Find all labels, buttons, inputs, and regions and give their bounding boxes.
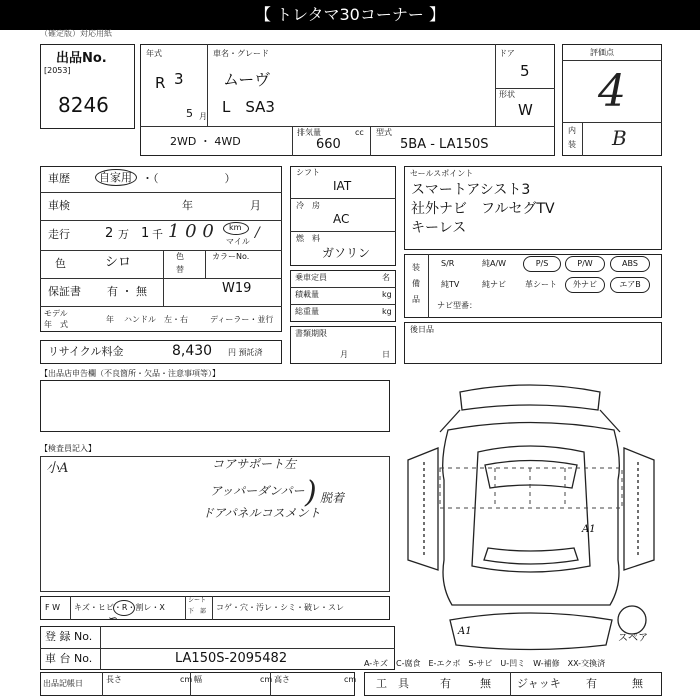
- mileage-km: km: [229, 223, 242, 232]
- mileage-label: 走行: [48, 228, 70, 241]
- damage-kizu: キズ・ヒビ・R・割レ・X: [74, 603, 165, 612]
- selling-point-1: スマートアシスト3: [411, 182, 531, 198]
- year-label: 年式: [146, 49, 162, 58]
- shift-value: IAT: [333, 179, 352, 193]
- mileage-sen-unit: 千: [152, 228, 163, 241]
- shape-label: 形状: [499, 90, 515, 99]
- form-top-label: （確定版）対応用紙: [40, 29, 112, 38]
- car-cabin: [472, 446, 590, 572]
- mileage-slash-mark: /: [255, 225, 260, 241]
- inspection-label: 車検: [48, 199, 70, 212]
- displacement-unit: cc: [355, 128, 364, 137]
- car-rear-window: [484, 548, 578, 564]
- car-front: [450, 613, 612, 650]
- equip-ps: P/S: [523, 256, 561, 272]
- damage-seat-4: 部: [200, 608, 207, 615]
- equip-tv: 純TV: [441, 280, 460, 289]
- lot-stamp: [2053]: [44, 66, 71, 75]
- capacity-unit: 名: [382, 273, 390, 282]
- equip-pw: P/W: [565, 256, 605, 272]
- history-rest: ・（ ）: [142, 172, 236, 185]
- dims-height: 高さ: [274, 675, 290, 684]
- mileage-mile: マイル: [226, 237, 250, 246]
- deadline-month: 月: [340, 350, 348, 359]
- color-change-2: 替: [176, 265, 184, 274]
- color-value: シロ: [105, 255, 132, 270]
- year-month-unit: 月: [199, 112, 207, 121]
- inspector-bracket: ): [305, 475, 317, 510]
- type-label: 型式: [376, 128, 392, 137]
- chassis-label: 車 台 No.: [45, 652, 93, 665]
- displacement-value: 660: [316, 137, 341, 152]
- total-weight-label: 総重量: [295, 307, 319, 316]
- recycle-label: リサイクル料金: [48, 345, 124, 358]
- car-diagram: [400, 370, 662, 660]
- damage-koge: コゲ・穴・汚レ・シミ・破レ・スレ: [216, 603, 344, 612]
- inspector-note-4: ドアパネルコスメント: [202, 506, 321, 520]
- damage-fw: F W: [45, 603, 61, 612]
- name-label: 車名・グレード: [213, 49, 269, 58]
- mileage-man-unit: 万: [118, 228, 129, 241]
- spare-label: スペア: [618, 633, 648, 644]
- type-value: 5BA - LA150S: [400, 137, 489, 152]
- seller-notes-box: [40, 380, 390, 432]
- model-name: ムーヴ: [223, 70, 271, 89]
- damage-squiggle: ∽: [108, 611, 119, 625]
- retrofit-label: 後日品: [410, 325, 434, 334]
- inspector-note-3: アッパーダンパー: [210, 484, 305, 498]
- mileage-man: 2: [105, 226, 114, 241]
- deadline-day: 日: [382, 350, 390, 359]
- year-value: 3: [174, 70, 184, 88]
- dims-length-unit: cm: [180, 675, 193, 684]
- out-date-label: 出品記帳日: [43, 679, 83, 688]
- dims-height-unit: cm: [344, 675, 357, 684]
- seller-notes-label: 【出品店申告欄（不良箇所・欠品・注意事項等）】: [40, 369, 220, 378]
- inspection-month: 月: [250, 199, 261, 212]
- model-year-label-2: 年 式: [44, 320, 68, 329]
- color-code: W19: [222, 281, 252, 296]
- dealer-type: ディーラー・並行: [210, 315, 274, 324]
- jack-none: 無: [632, 677, 643, 690]
- equip-ext-navi: 外ナビ: [565, 277, 605, 293]
- interior-label-1: 内: [568, 126, 576, 135]
- equip-label-2: 備: [412, 279, 420, 288]
- equip-abs: ABS: [610, 256, 650, 272]
- selling-point-3: キーレス: [411, 220, 467, 236]
- capacity-label: 乗車定員: [295, 273, 327, 282]
- deadline-label: 書類期限: [295, 329, 327, 338]
- equip-aw: 純A/W: [482, 259, 507, 268]
- warranty-label: 保証書: [48, 285, 81, 298]
- damage-seat-2: ト: [200, 597, 207, 604]
- recycle-unit: 円 預託済: [228, 348, 263, 357]
- equip-navi: 純ナビ: [482, 280, 506, 289]
- load-label: 積載量: [295, 290, 319, 299]
- selling-point-2: 社外ナビ フルセグTV: [411, 201, 555, 217]
- damage-seat-3: 下: [188, 608, 195, 615]
- dims-length: 長さ: [106, 675, 122, 684]
- model-year-label-1: モデル: [44, 309, 68, 318]
- displacement-label: 排気量: [297, 128, 321, 137]
- lot-label: 出品No.: [56, 51, 107, 66]
- history-value: 自家用: [99, 171, 132, 184]
- inspector-box: [40, 456, 390, 592]
- load-unit: kg: [382, 290, 392, 299]
- drive-type: 2WD ・ 4WD: [170, 135, 241, 148]
- damage-legend: A-キズ C-腐食 E-エクボ S-サビ U-凹ミ W-補修 XX-交換済: [364, 659, 606, 668]
- history-label: 車歴: [48, 172, 70, 185]
- registration-label: 登 録 No.: [45, 630, 93, 643]
- recycle-value: 8,430: [172, 343, 213, 359]
- inspector-label: 【検査員記入】: [40, 444, 96, 453]
- warranty-value: 有 ・ 無: [107, 285, 147, 298]
- equip-leather: 革シート: [525, 280, 557, 289]
- damage-seat-1: シー: [188, 597, 201, 604]
- door-value: 5: [520, 62, 530, 80]
- equip-sr: S/R: [441, 259, 455, 268]
- car-body-outline: [443, 423, 620, 606]
- shape-value: W: [518, 101, 533, 119]
- ac-value: AC: [333, 212, 350, 226]
- color-change-1: 色: [176, 252, 184, 261]
- tools-none: 無: [480, 677, 491, 690]
- fuel-value: ガソリン: [322, 246, 371, 260]
- model-year-year: 年: [106, 315, 114, 324]
- spare-tire: [618, 606, 646, 634]
- year-era: R: [155, 74, 166, 92]
- handle-side: ハンドル 左・右: [124, 315, 188, 324]
- car-right-side: [624, 448, 654, 570]
- equip-airbag: エアB: [610, 277, 650, 293]
- lot-number: 8246: [58, 93, 109, 117]
- door-label: ドア: [499, 49, 515, 58]
- dims-width: 幅: [194, 675, 202, 684]
- inspection-year: 年: [182, 199, 193, 212]
- color-code-label: カラーNo.: [212, 252, 250, 261]
- diagram-mark-1: A1: [582, 524, 596, 535]
- grade-name: L SA3: [222, 98, 275, 116]
- interior-label-2: 装: [568, 140, 576, 149]
- year-month: 5: [186, 107, 193, 120]
- chassis-value: LA150S-2095482: [175, 651, 288, 666]
- fuel-label: 燃 料: [296, 234, 320, 243]
- selling-points-label: セールスポイント: [410, 169, 474, 178]
- shift-label: シフト: [296, 168, 320, 177]
- navi-model-label: ナビ型番：: [437, 301, 477, 310]
- jack-has: 有: [586, 677, 597, 690]
- car-roof-top: [460, 385, 600, 410]
- history-box: [40, 166, 282, 332]
- score-value: 4: [598, 66, 626, 117]
- jack-label: ジャッキ: [517, 677, 561, 690]
- equip-label-1: 装: [412, 263, 420, 272]
- color-label: 色: [55, 257, 66, 270]
- inspector-note-1: 小A: [46, 461, 69, 476]
- diagram-mark-2: A1: [458, 626, 472, 637]
- mileage-hand: 1 0 0: [168, 221, 214, 242]
- ac-label: 冷 房: [296, 201, 320, 210]
- score-label: 評価点: [590, 48, 614, 57]
- mileage-sen: 1: [141, 226, 150, 241]
- total-weight-unit: kg: [382, 307, 392, 316]
- inspector-note-5: 脱着: [320, 491, 345, 505]
- car-left-side: [408, 448, 438, 570]
- dims-width-unit: cm: [260, 675, 273, 684]
- retrofit-box: [404, 322, 662, 364]
- equip-label-3: 品: [412, 295, 420, 304]
- tools-label: 工 具: [376, 677, 409, 690]
- interior-value: B: [612, 126, 627, 150]
- car-windshield: [485, 461, 577, 489]
- tools-has: 有: [440, 677, 451, 690]
- inspector-note-2: コアサポート左: [212, 457, 297, 471]
- banner-title: 【 トレタマ30コーナー 】: [255, 5, 445, 24]
